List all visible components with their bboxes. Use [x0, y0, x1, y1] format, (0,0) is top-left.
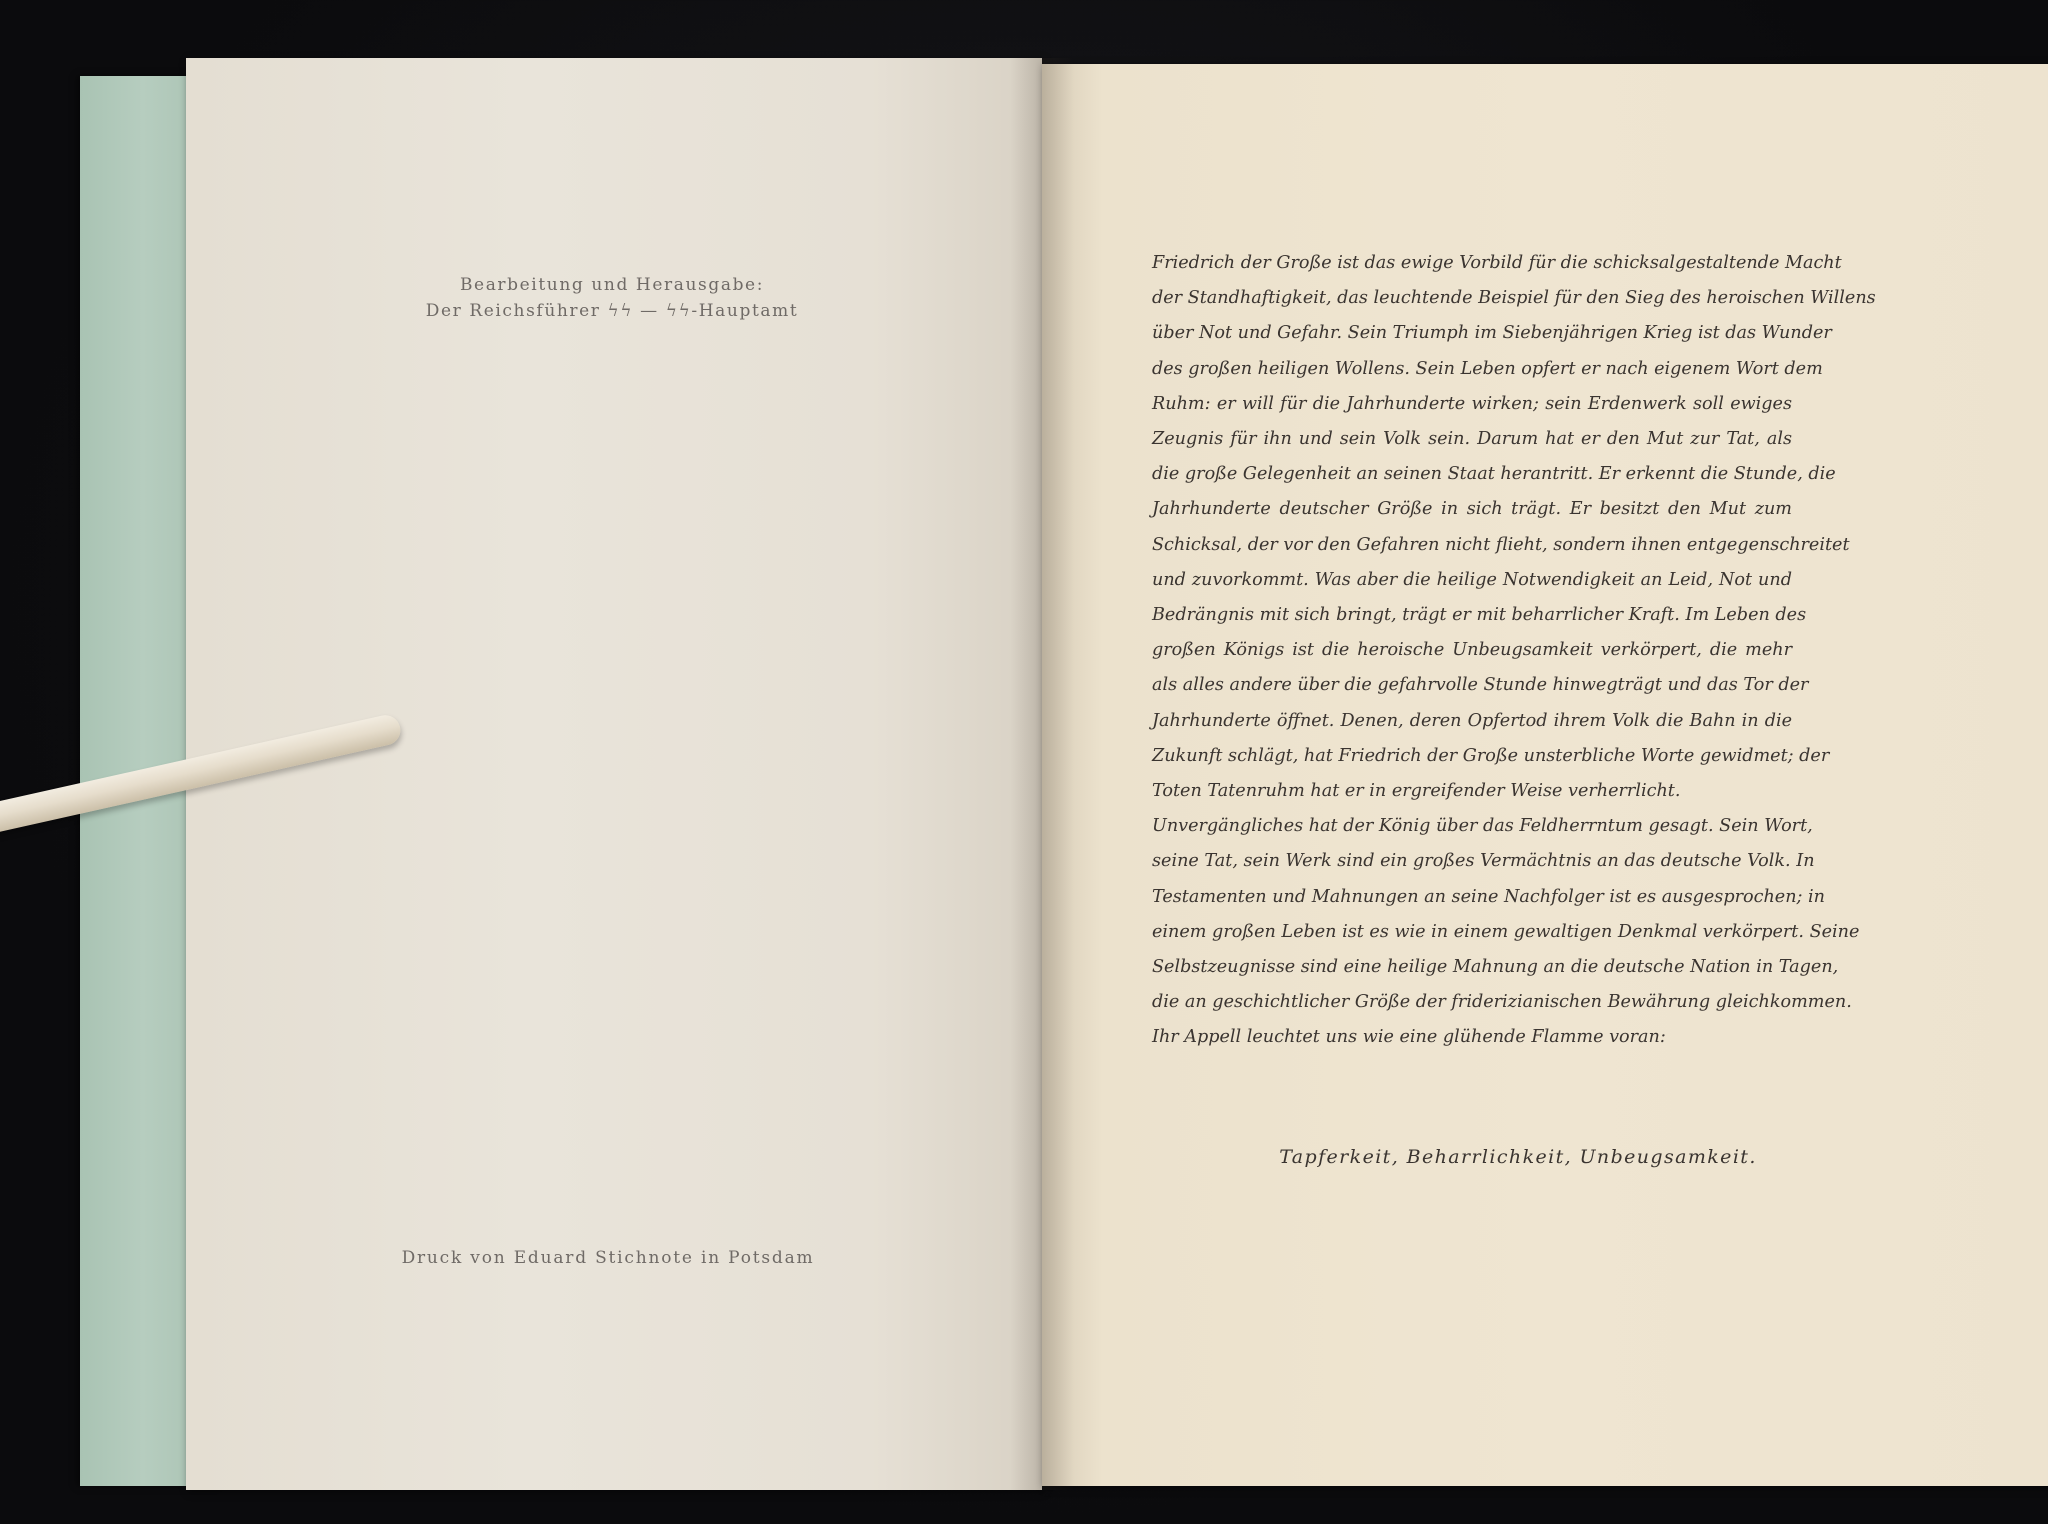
text-line: über Not und Gefahr. Sein Triumph im Siebenjährigen Krieg ist das Wunder: [1152, 323, 1832, 344]
text-line: als alles andere über die gefahrvolle Stunde hinwegträgt und das Tor der: [1152, 675, 1809, 696]
text-line: Bedrängnis mit sich bringt, trägt er mit beharrlicher Kraft. Im Leben des: [1152, 605, 1807, 626]
text-line: Zeugnis für ihn und sein Volk sein. Darum hat er den Mut zur Tat, als: [1152, 429, 1792, 450]
publisher-credits: [186, 272, 1040, 324]
text-line: Testamenten und Mahnungen an seine Nachfolger ist es ausgesprochen; in: [1152, 886, 1826, 907]
text-line: seine Tat, sein Werk sind ein großes Vermächtnis an das deutsche Volk. In: [1152, 851, 1815, 872]
text-line: der Standhaftigkeit, das leuchtende Beispiel für den Sieg des heroischen Willens: [1152, 288, 1876, 309]
text-line: Zukunft schlägt, hat Friedrich der Große unsterbliche Worte gewidmet; der: [1152, 745, 1830, 766]
credits-line-2: Der Reichsführer ϟϟ — ϟϟ-Hauptamt: [425, 301, 799, 321]
text-line: die große Gelegenheit an seinen Staat herantritt. Er erkennt die Stunde, die: [1152, 464, 1836, 485]
text-line: des großen heiligen Wollens. Sein Leben opfert er nach eigenem Wort dem: [1152, 358, 1823, 379]
left-page: [186, 58, 1042, 1490]
text-line: und zuvorkommt. Was aber die heilige Notwendigkeit an Leid, Not und: [1152, 569, 1792, 590]
text-line: Friedrich der Große ist das ewige Vorbild für die schicksalgestaltende Macht: [1152, 253, 1842, 273]
credits-line-1: Bearbeitung und Herausgabe:: [459, 275, 765, 295]
right-page: [1042, 64, 2048, 1486]
text-line: Jahrhunderte öffnet. Denen, deren Opfertod ihrem Volk die Bahn in die: [1152, 710, 1792, 731]
text-line: die an geschichtlicher Größe der friderizianischen Bewährung gleichkommen.: [1152, 992, 1852, 1013]
text-line: Selbstzeugnisse sind eine heilige Mahnung an die deutsche Nation in Tagen,: [1152, 957, 1839, 978]
text-line: einem großen Leben ist es wie in einem gewaltigen Denkmal verkörpert. Seine: [1152, 921, 1860, 942]
body-text: [1152, 246, 1876, 1056]
text-line: großen Königs ist die heroische Unbeugsamkeit verkörpert, die mehr: [1152, 640, 1792, 661]
text-line: Jahrhunderte deutscher Größe in sich trägt. Er besitzt den Mut zum: [1152, 499, 1792, 520]
text-line: Toten Tatenruhm hat er in ergreifender Weise verherrlicht.: [1152, 781, 1681, 802]
text-line: Schicksal, der vor den Gefahren nicht flieht, sondern ihnen entgegenschreitet: [1152, 534, 1850, 555]
motto-line: Tapferkeit, Beharrlichkeit, Unbeugsamkeit.: [1279, 1146, 1757, 1168]
text-line: Unvergängliches hat der König über das Feldherrntum gesagt. Sein Wort,: [1152, 816, 1813, 837]
printer-imprint: Druck von Eduard Stichnote in Potsdam: [401, 1248, 815, 1268]
text-line: Ruhm: er will für die Jahrhunderte wirken; sein Erdenwerk soll ewiges: [1152, 393, 1792, 414]
text-line: Ihr Appell leuchtet uns wie eine glühende Flamme voran:: [1152, 1027, 1666, 1048]
